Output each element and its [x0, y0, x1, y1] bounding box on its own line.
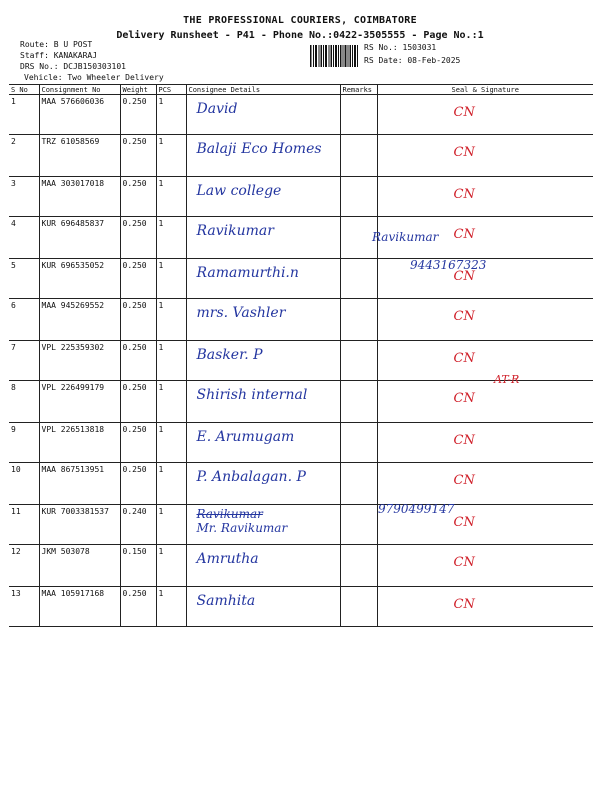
- table-row: [9, 545, 593, 587]
- cell-weight: 0.240: [120, 505, 156, 545]
- consignee-signature: Law college: [196, 183, 282, 199]
- cell-weight: 0.150: [120, 545, 156, 587]
- route-label: Route: B U POST: [20, 40, 93, 49]
- rs-number: RS No.: 1503031: [364, 43, 437, 52]
- cell-consignment: VPL 225359302: [39, 341, 120, 381]
- cell-weight: 0.250: [120, 341, 156, 381]
- consignee-signature: Balaji Eco Homes: [196, 141, 322, 157]
- cell-pcs: 1: [156, 95, 186, 135]
- cell-consignment: KUR 696535052: [39, 259, 120, 299]
- seal-initials: CN: [453, 309, 475, 324]
- cell-pcs: 1: [156, 463, 186, 505]
- cell-remarks: [340, 95, 377, 135]
- cell-remarks: [340, 587, 377, 627]
- document-subtitle: Delivery Runsheet - P41 - Phone No.:0422-3505555 - Page No.:1: [116, 30, 484, 41]
- remark-row4-phone: 9443167323: [410, 258, 487, 272]
- cell-weight: 0.250: [120, 423, 156, 463]
- cell-weight: 0.250: [120, 381, 156, 423]
- cell-remarks: [340, 135, 377, 177]
- cell-consignee: [186, 259, 340, 299]
- cell-seal: [377, 177, 593, 217]
- cell-consignment: VPL 226513818: [39, 423, 120, 463]
- cell-weight: 0.250: [120, 217, 156, 259]
- cell-sno: 7: [9, 341, 39, 381]
- cell-seal: [377, 341, 593, 381]
- cell-sno: 11: [9, 505, 39, 545]
- consignee-signature: Ramamurthi.n: [196, 265, 299, 281]
- cell-seal: [377, 299, 593, 341]
- cell-sno: 3: [9, 177, 39, 217]
- vehicle-label: Vehicle: Two Wheeler Delivery: [24, 73, 164, 82]
- consignee-signature: Amrutha: [196, 551, 259, 567]
- col-header-pcs: PCS: [156, 85, 186, 95]
- cell-consignment: VPL 226499179: [39, 381, 120, 423]
- cell-consignment: MAA 303017018: [39, 177, 120, 217]
- cell-consignee: [186, 381, 340, 423]
- cell-seal: [377, 587, 593, 627]
- cell-remarks: [340, 505, 377, 545]
- consignee-struck-signature: Ravikumar: [196, 507, 263, 521]
- document-title: THE PROFESSIONAL COURIERS, COIMBATORE: [183, 15, 417, 26]
- seal-initials: CN: [453, 269, 475, 284]
- cell-sno: 2: [9, 135, 39, 177]
- cell-consignee: [186, 463, 340, 505]
- col-header-consignment: Consignment No: [39, 85, 120, 95]
- cell-consignee: [186, 217, 340, 259]
- cell-remarks: [340, 299, 377, 341]
- cell-consignment: MAA 576606036: [39, 95, 120, 135]
- table-row: [9, 299, 593, 341]
- consignee-signature: Mr. Ravikumar: [196, 521, 288, 535]
- cell-consignment: KUR 696485837: [39, 217, 120, 259]
- table-row: [9, 177, 593, 217]
- cell-sno: 5: [9, 259, 39, 299]
- seal-initials: CN: [453, 515, 475, 530]
- cell-pcs: 1: [156, 545, 186, 587]
- cell-consignee: [186, 135, 340, 177]
- consignee-signature: Samhita: [196, 593, 256, 609]
- cell-pcs: 1: [156, 587, 186, 627]
- cell-weight: 0.250: [120, 463, 156, 505]
- table-row: [9, 505, 593, 545]
- seal-initials: CN: [453, 555, 475, 570]
- rs-date: RS Date: 08-Feb-2025: [364, 56, 461, 65]
- table-row: [9, 423, 593, 463]
- cell-weight: 0.250: [120, 299, 156, 341]
- table-row: [9, 217, 593, 259]
- consignee-signature: P. Anbalagan. P: [196, 469, 306, 485]
- consignee-signature: mrs. Vashler: [196, 305, 286, 321]
- remark-row4-name: Ravikumar: [372, 230, 439, 244]
- cell-remarks: [340, 463, 377, 505]
- cell-remarks: [340, 177, 377, 217]
- cell-sno: 4: [9, 217, 39, 259]
- cell-consignment: MAA 105917168: [39, 587, 120, 627]
- cell-consignee: [186, 341, 340, 381]
- seal-initials: CN: [453, 351, 475, 366]
- cell-seal: [377, 95, 593, 135]
- cell-pcs: 1: [156, 135, 186, 177]
- table-row: [9, 135, 593, 177]
- seal-initials: CN: [453, 145, 475, 160]
- cell-sno: 12: [9, 545, 39, 587]
- cell-pcs: 1: [156, 299, 186, 341]
- cell-remarks: [340, 341, 377, 381]
- cell-seal: [377, 381, 593, 423]
- cell-weight: 0.250: [120, 259, 156, 299]
- cell-weight: 0.250: [120, 95, 156, 135]
- table-row: [9, 587, 593, 627]
- consignee-signature: E. Arumugam: [196, 429, 295, 445]
- cell-pcs: 1: [156, 341, 186, 381]
- cell-consignment: KUR 7003381537: [39, 505, 120, 545]
- table-row: [9, 259, 593, 299]
- col-header-remarks: Remarks: [340, 85, 377, 95]
- cell-consignment: JKM 503078: [39, 545, 120, 587]
- cell-pcs: 1: [156, 177, 186, 217]
- cell-consignee: [186, 587, 340, 627]
- cell-consignment: TRZ 61058569: [39, 135, 120, 177]
- cell-remarks: [340, 545, 377, 587]
- cell-pcs: 1: [156, 217, 186, 259]
- col-header-seal: Seal & Signature: [377, 85, 593, 95]
- cell-consignee: [186, 505, 340, 545]
- cell-pcs: 1: [156, 381, 186, 423]
- barcode-image: [310, 45, 358, 67]
- consignee-signature: Basker. P: [196, 347, 263, 363]
- seal-initials: CN: [453, 227, 475, 242]
- cell-consignee: [186, 423, 340, 463]
- cell-weight: 0.250: [120, 177, 156, 217]
- drs-label: DRS No.: DCJB150303101: [20, 62, 126, 71]
- remark-row7-note: AT-R: [494, 373, 520, 386]
- cell-weight: 0.250: [120, 135, 156, 177]
- cell-pcs: 1: [156, 259, 186, 299]
- cell-remarks: [340, 423, 377, 463]
- cell-pcs: 1: [156, 423, 186, 463]
- cell-pcs: 1: [156, 505, 186, 545]
- cell-consignee: [186, 299, 340, 341]
- seal-initials: CN: [453, 391, 475, 406]
- cell-sno: 8: [9, 381, 39, 423]
- table-row: [9, 95, 593, 135]
- cell-sno: 13: [9, 587, 39, 627]
- cell-seal: [377, 135, 593, 177]
- col-header-consignee: Consignee Details: [186, 85, 340, 95]
- remark-row10-phone: 9790499147: [378, 502, 455, 516]
- cell-consignment: MAA 945269552: [39, 299, 120, 341]
- cell-sno: 1: [9, 95, 39, 135]
- cell-sno: 6: [9, 299, 39, 341]
- seal-initials: CN: [453, 473, 475, 488]
- cell-remarks: [340, 259, 377, 299]
- consignee-signature: David: [196, 101, 238, 117]
- cell-sno: 9: [9, 423, 39, 463]
- cell-consignee: [186, 177, 340, 217]
- cell-remarks: [340, 381, 377, 423]
- cell-seal: [377, 545, 593, 587]
- cell-consignee: [186, 545, 340, 587]
- staff-label: Staff: KANAKARAJ: [20, 51, 98, 60]
- col-header-sno: S No: [9, 85, 39, 95]
- cell-consignee: [186, 95, 340, 135]
- cell-sno: 10: [9, 463, 39, 505]
- consignee-signature: Shirish internal: [196, 387, 308, 403]
- col-header-weight: Weight: [120, 85, 156, 95]
- consignee-signature: Ravikumar: [196, 223, 274, 239]
- seal-initials: CN: [453, 187, 475, 202]
- cell-weight: 0.250: [120, 587, 156, 627]
- seal-initials: CN: [453, 433, 475, 448]
- seal-initials: CN: [453, 597, 475, 612]
- cell-consignment: MAA 867513951: [39, 463, 120, 505]
- table-header-row: [9, 85, 593, 95]
- runsheet-table: [9, 84, 593, 627]
- table-row: [9, 463, 593, 505]
- seal-initials: CN: [453, 105, 475, 120]
- cell-seal: [377, 423, 593, 463]
